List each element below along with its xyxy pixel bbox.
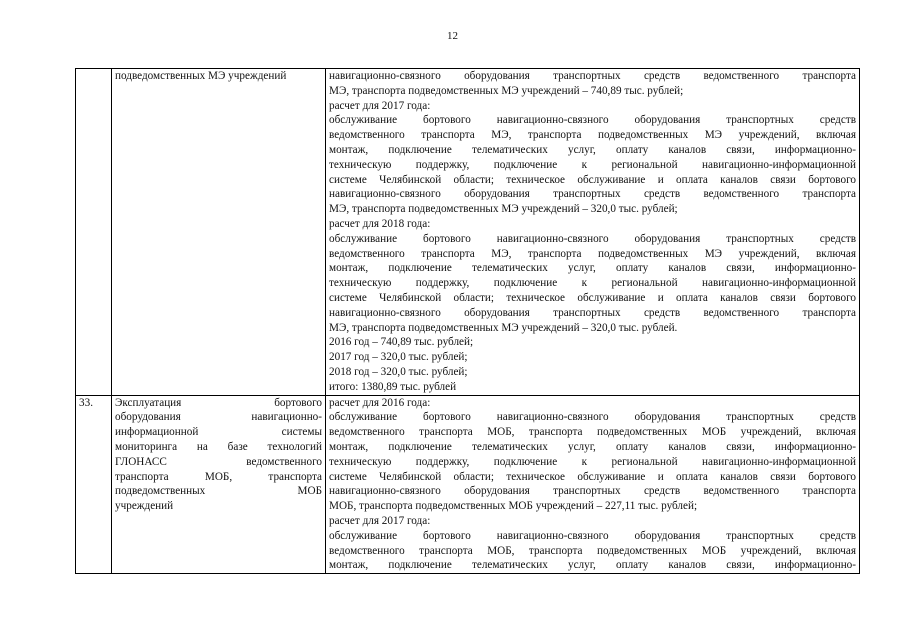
- calculation-cell: [326, 69, 860, 396]
- text-line: мониторинга на базе технологий: [115, 440, 322, 453]
- text-line: системе Челябинской области; техническое обслуживание и оплата каналов связи бортового: [329, 173, 856, 186]
- table-row: [76, 69, 860, 396]
- item-name-cell: [112, 395, 326, 574]
- text-line: МЭ, транспорта подведомственных МЭ учреждений – 320,0 тыс. рублей.: [329, 321, 678, 334]
- item-name-cell: [112, 69, 326, 396]
- text-line: монтаж, подключение телематических услуг, оплату каналов связи, информационно-: [329, 440, 856, 453]
- text-line: обслуживание бортового навигационно-связного оборудования транспортных средств: [329, 114, 856, 127]
- item-name-line: подведомственных МЭ учреждений: [115, 70, 287, 82]
- text-line: ГЛОНАСС ведомственного: [115, 455, 322, 468]
- text-line: расчет для 2017 года:: [329, 99, 431, 112]
- text-line: ведомственного транспорта МОБ, транспорта подведомственных МОБ учреждений, включая: [329, 544, 856, 557]
- text-line: навигационно-связного оборудования транспортных средств ведомственного транспорта: [329, 70, 856, 82]
- text-line: монтаж, подключение телематических услуг, оплату каналов связи, информационно-: [329, 262, 856, 275]
- text-line: техническую поддержку, подключение к региональной навигационно-информационной: [329, 455, 856, 468]
- text-line: итого: 1380,89 тыс. рублей: [329, 380, 457, 393]
- text-line: 2018 год – 320,0 тыс. рублей;: [329, 365, 468, 378]
- text-line: Эксплуатация бортового: [115, 396, 322, 409]
- text-line: монтаж, подключение телематических услуг, оплату каналов связи, информационно-: [329, 559, 856, 572]
- text-line: навигационно-связного оборудования транспортных средств ведомственного транспорта: [329, 306, 856, 319]
- text-line: ведомственного транспорта МОБ, транспорта подведомственных МОБ учреждений, включая: [329, 426, 856, 439]
- text-line: навигационно-связного оборудования транспортных средств ведомственного транспорта: [329, 485, 856, 498]
- text-line: системе Челябинской области; техническое обслуживание и оплата каналов связи бортового: [329, 470, 856, 483]
- row-number-cell: [76, 69, 112, 396]
- text-line: ведомственного транспорта МЭ, транспорта подведомственных МЭ учреждений, включая: [329, 129, 856, 142]
- text-line: МЭ, транспорта подведомственных МЭ учреждений – 320,0 тыс. рублей;: [329, 203, 678, 216]
- text-line: 2016 год – 740,89 тыс. рублей;: [329, 336, 474, 349]
- text-line: техническую поддержку, подключение к региональной навигационно-информационной: [329, 158, 856, 171]
- text-line: монтаж, подключение телематических услуг, оплату каналов связи, информационно-: [329, 143, 856, 156]
- text-line: расчет для 2017 года:: [329, 514, 431, 527]
- text-line: ведомственного транспорта МЭ, транспорта подведомственных МЭ учреждений, включая: [329, 247, 856, 260]
- text-line: обслуживание бортового навигационно-связного оборудования транспортных средств: [329, 232, 856, 245]
- text-line: МОБ, транспорта подведомственных МОБ учреждений – 227,11 тыс. рублей;: [329, 500, 698, 513]
- text-line: системе Челябинской области; техническое обслуживание и оплата каналов связи бортового: [329, 291, 856, 304]
- text-line: оборудования навигационно-: [115, 411, 322, 424]
- text-line: МЭ, транспорта подведомственных МЭ учреждений – 740,89 тыс. рублей;: [329, 84, 684, 97]
- text-line: транспорта МОБ, транспорта: [115, 470, 322, 483]
- text-line: расчет для 2016 года:: [329, 396, 431, 409]
- table-row: [76, 395, 860, 574]
- document-table: [75, 68, 860, 574]
- text-line: обслуживание бортового навигационно-связного оборудования транспортных средств: [329, 411, 856, 424]
- calculation-cell: [326, 395, 860, 574]
- text-line: учреждений: [115, 500, 174, 513]
- text-line: расчет для 2018 года:: [329, 217, 431, 230]
- text-line: техническую поддержку, подключение к региональной навигационно-информационной: [329, 277, 856, 290]
- text-line: информационной системы: [115, 426, 322, 439]
- text-line: обслуживание бортового навигационно-связного оборудования транспортных средств: [329, 529, 856, 542]
- page-number: 12: [447, 30, 458, 42]
- row-number-cell: 33.: [76, 395, 112, 574]
- text-line: подведомственных МОБ: [115, 485, 322, 498]
- text-line: 2017 год – 320,0 тыс. рублей;: [329, 351, 468, 364]
- text-line: навигационно-связного оборудования транспортных средств ведомственного транспорта: [329, 188, 856, 201]
